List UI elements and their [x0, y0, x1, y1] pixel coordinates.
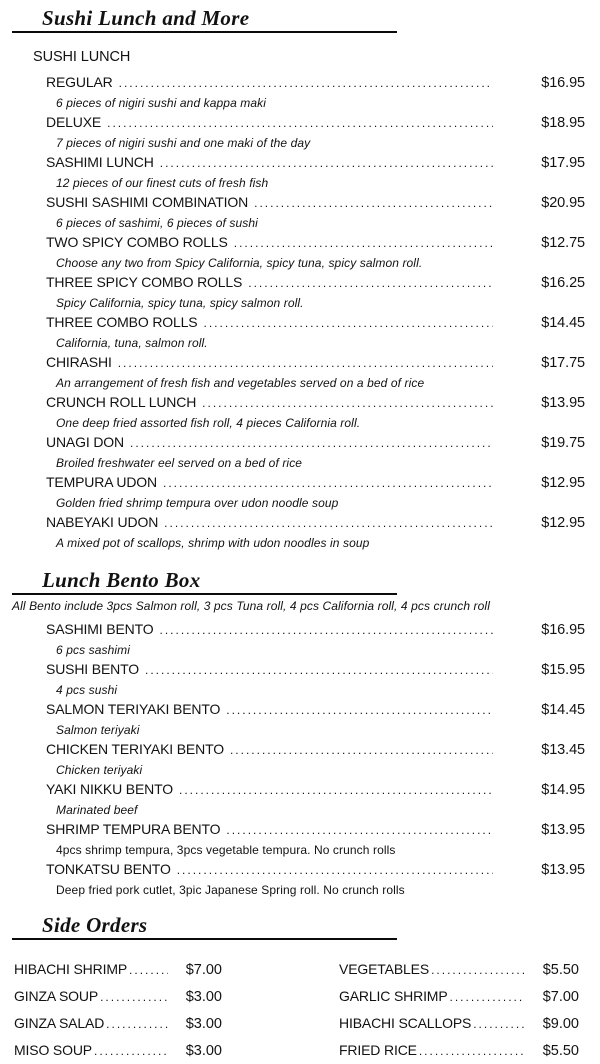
item-description: Chicken teriyaki	[56, 763, 143, 777]
dot-leader	[159, 620, 493, 641]
dot-leader	[164, 513, 493, 534]
side-order-row	[14, 1037, 222, 1064]
side-order-row	[14, 983, 222, 1010]
side-orders-right-column	[339, 956, 579, 1064]
menu-item	[46, 819, 585, 859]
side-order-row	[14, 956, 222, 983]
side-orders-left-column	[14, 956, 222, 1064]
item-price: $16.95	[541, 622, 585, 638]
item-price: $13.95	[541, 395, 585, 411]
section-title-sushi-lunch: Sushi Lunch and More	[12, 6, 397, 33]
menu-item	[46, 512, 585, 552]
menu-item	[46, 472, 585, 512]
item-name: YAKI NIKKU BENTO	[46, 781, 174, 797]
item-price: $14.45	[541, 315, 585, 331]
item-name: NABEYAKI UDON	[46, 514, 159, 530]
item-price: $17.95	[541, 155, 585, 171]
side-order-row	[14, 1010, 222, 1037]
dot-leader	[226, 700, 493, 721]
item-price: $3.00	[185, 1016, 222, 1032]
side-order-row	[339, 956, 579, 983]
side-order-row	[339, 983, 579, 1010]
item-name: THREE COMBO ROLLS	[46, 314, 198, 330]
dot-leader	[179, 780, 493, 801]
dot-leader	[234, 233, 493, 254]
bento-items	[46, 619, 585, 899]
item-description: 4 pcs sushi	[56, 683, 118, 697]
item-name: SHRIMP TEMPURA BENTO	[46, 821, 221, 837]
menu-item	[46, 272, 585, 312]
item-price: $9.00	[542, 1016, 579, 1032]
dot-leader	[107, 113, 493, 134]
dot-leader	[248, 273, 493, 294]
dot-leader	[226, 820, 493, 841]
item-name: SASHIMI BENTO	[46, 621, 154, 637]
item-name: TWO SPICY COMBO ROLLS	[46, 234, 228, 250]
sushi-lunch-items	[46, 72, 585, 552]
menu-item	[46, 779, 585, 819]
item-name: REGULAR	[46, 74, 113, 90]
item-price: $16.95	[541, 75, 585, 91]
item-price: $13.45	[541, 742, 585, 758]
dot-leader	[145, 660, 493, 681]
item-description: Broiled freshwater eel served on a bed of rice	[56, 456, 303, 470]
item-price: $19.75	[541, 435, 585, 451]
dot-leader	[163, 473, 493, 494]
dot-leader	[431, 957, 525, 983]
dot-leader	[473, 1011, 525, 1037]
item-price: $14.45	[541, 702, 585, 718]
item-price: $18.95	[541, 115, 585, 131]
item-description: 6 pcs sashimi	[56, 643, 130, 657]
item-description: 4pcs shrimp tempura, 3pcs vegetable tempura. No crunch rolls	[56, 843, 396, 857]
bento-note: All Bento include 3pcs Salmon roll, 3 pcs Tuna roll, 4 pcs California roll, 4 pcs crunch roll	[12, 599, 490, 613]
item-name: GINZA SOUP	[14, 988, 99, 1004]
menu-item	[46, 72, 585, 112]
menu-item	[46, 699, 585, 739]
menu-item	[46, 312, 585, 352]
item-price: $12.95	[541, 515, 585, 531]
item-name: UNAGI DON	[46, 434, 124, 450]
item-name: SALMON TERIYAKI BENTO	[46, 701, 221, 717]
item-description: An arrangement of fresh fish and vegetables served on a bed of rice	[56, 376, 425, 390]
item-description: Golden fried shrimp tempura over udon noodle soup	[56, 496, 339, 510]
item-price: $13.95	[541, 822, 585, 838]
dot-leader	[450, 984, 525, 1010]
menu-item	[46, 739, 585, 779]
item-price: $20.95	[541, 195, 585, 211]
item-price: $5.50	[542, 1043, 579, 1059]
section-title-side-orders: Side Orders	[12, 913, 397, 940]
item-description: California, tuna, salmon roll.	[56, 336, 208, 350]
item-price: $13.95	[541, 862, 585, 878]
item-name: CHIRASHI	[46, 354, 112, 370]
item-description: Deep fried pork cutlet, 3pic Japanese Spring roll. No crunch rolls	[56, 883, 405, 897]
menu-item	[46, 192, 585, 232]
item-price: $7.00	[185, 962, 222, 978]
item-price: $12.75	[541, 235, 585, 251]
dot-leader	[94, 1038, 168, 1064]
item-name: CHICKEN TERIYAKI BENTO	[46, 741, 224, 757]
menu-item	[46, 619, 585, 659]
item-description: Choose any two from Spicy California, spicy tuna, spicy salmon roll.	[56, 256, 423, 270]
menu-item	[46, 112, 585, 152]
item-description: Spicy California, spicy tuna, spicy salmon roll.	[56, 296, 304, 310]
dot-leader	[119, 73, 493, 94]
item-name: HIBACHI SHRIMP	[14, 961, 128, 977]
item-price: $17.75	[541, 355, 585, 371]
item-price: $12.95	[541, 475, 585, 491]
item-name: SASHIMI LUNCH	[46, 154, 154, 170]
item-price: $3.00	[185, 989, 222, 1005]
item-price: $3.00	[185, 1043, 222, 1059]
item-description: Marinated beef	[56, 803, 138, 817]
dot-leader	[100, 984, 168, 1010]
dot-leader	[129, 957, 168, 983]
item-name: THREE SPICY COMBO ROLLS	[46, 274, 243, 290]
item-price: $5.50	[542, 962, 579, 978]
item-name: DELUXE	[46, 114, 102, 130]
menu-item	[46, 232, 585, 272]
item-name: TEMPURA UDON	[46, 474, 157, 490]
item-description: 6 pieces of sashimi, 6 pieces of sushi	[56, 216, 258, 230]
item-price: $14.95	[541, 782, 585, 798]
item-name: MISO SOUP	[14, 1042, 92, 1058]
dot-leader	[419, 1038, 525, 1064]
item-name: TONKATSU BENTO	[46, 861, 171, 877]
menu-item	[46, 152, 585, 192]
side-orders-columns	[12, 956, 585, 1064]
item-name: GARLIC SHRIMP	[339, 988, 448, 1004]
dot-leader	[177, 860, 493, 881]
item-name: SUSHI BENTO	[46, 661, 140, 677]
item-description: One deep fried assorted fish roll, 4 pieces California roll.	[56, 416, 361, 430]
dot-leader	[230, 740, 493, 761]
item-description: 6 pieces of nigiri sushi and kappa maki	[56, 96, 267, 110]
item-name: VEGETABLES	[339, 961, 430, 977]
dot-leader	[203, 313, 493, 334]
item-description: Salmon teriyaki	[56, 723, 140, 737]
item-description: 7 pieces of nigiri sushi and one maki of the day	[56, 136, 311, 150]
dot-leader	[106, 1011, 168, 1037]
dot-leader	[202, 393, 493, 414]
menu-item	[46, 432, 585, 472]
section-title-lunch-bento-box: Lunch Bento Box	[12, 568, 397, 595]
item-price: $16.25	[541, 275, 585, 291]
item-description: A mixed pot of scallops, shrimp with udon noodles in soup	[56, 536, 370, 550]
menu-item	[46, 859, 585, 899]
dot-leader	[160, 153, 493, 174]
menu-item	[46, 392, 585, 432]
menu-item	[46, 659, 585, 699]
item-price: $15.95	[541, 662, 585, 678]
item-name: GINZA SALAD	[14, 1015, 105, 1031]
item-name: SUSHI SASHIMI COMBINATION	[46, 194, 249, 210]
dot-leader	[254, 193, 493, 214]
side-order-row	[339, 1010, 579, 1037]
item-name: CRUNCH ROLL LUNCH	[46, 394, 197, 410]
item-description: 12 pieces of our finest cuts of fresh fish	[56, 176, 269, 190]
item-name: HIBACHI SCALLOPS	[339, 1015, 472, 1031]
dot-leader	[118, 353, 493, 374]
dot-leader	[130, 433, 493, 454]
side-order-row	[339, 1037, 579, 1064]
item-price: $7.00	[542, 989, 579, 1005]
group-label-sushi-lunch: SUSHI LUNCH	[33, 49, 131, 65]
item-name: FRIED RICE	[339, 1042, 417, 1058]
menu-item	[46, 352, 585, 392]
